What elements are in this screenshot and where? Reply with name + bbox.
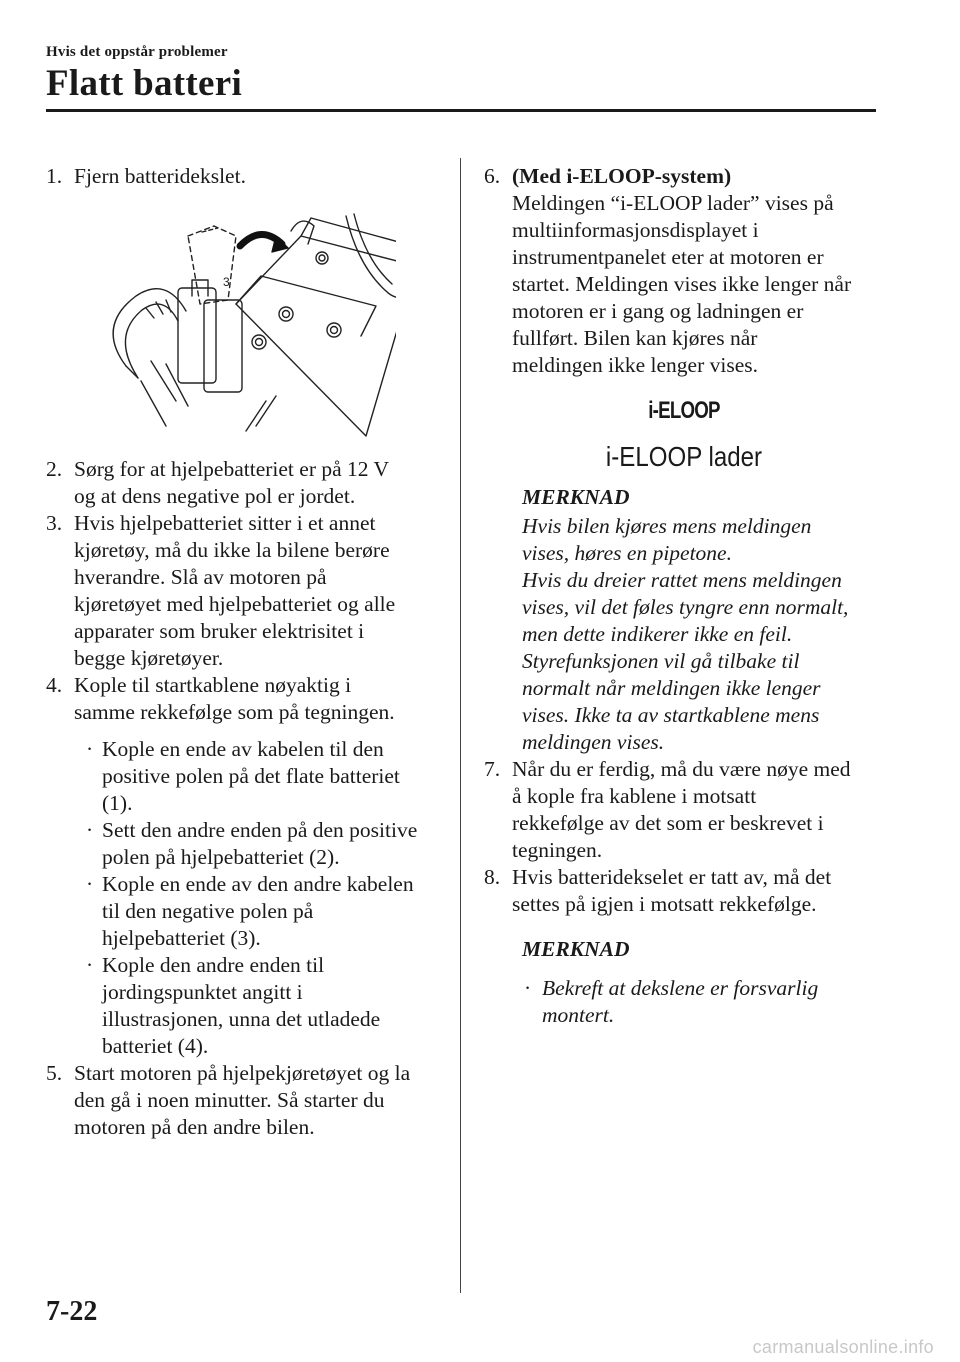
figure-label: 3 <box>223 275 230 289</box>
note-bullet-item: · Bekreft at dekslene er forsvarlig montert. <box>524 976 819 1027</box>
i-eloop-logo: i-ELOOP <box>648 397 720 424</box>
bullet-item: · Sett den andre enden på den positive polen på hjelpebatteriet (2). <box>86 818 418 869</box>
step-6-title: (Med i-ELOOP-system) <box>512 164 732 188</box>
note-title: MERKNAD <box>522 485 630 509</box>
watermark: carmanualsonline.info <box>752 1337 934 1357</box>
note-body: Hvis bilen kjøres mens meldingen vises, høres en pipetone. Hvis du dreier rattet mens meldingen vises, vil det føles tyngre enn normalt, men dette indikerer ikke en feil. Styrefunksjonen vil gå tilbake til normalt når meldingen ikke lenger vises. Ikke ta av startkablene mens meldingen vises. <box>522 514 849 754</box>
right-column <box>484 163 884 1029</box>
step-3: 3. Hvis hjelpebatteriet sitter i et annet kjøretøy, må du ikke la bilene berøre hverandre. Slå av motoren på kjøretøyet med hjelpebatteriet og alle apparater som bruker elektrisitet i begge kjøretøyer. <box>46 511 396 670</box>
header-rule <box>46 109 876 112</box>
bullet-item: · Kople en ende av den andre kabelen til den negative polen på hjelpebatteriet (3). <box>86 872 414 950</box>
battery-cover-illustration <box>96 196 396 439</box>
bullet-item: · Kople en ende av kabelen til den positive polen på det flate batteriet (1). <box>86 737 400 815</box>
step-4: 4. Kople til startkablene nøyaktig i samme rekkefølge som på tegningen. <box>46 673 395 724</box>
step-7: 7. Når du er ferdig, må du være nøye med å kople fra kablene i motsatt rekkefølge av det som er beskrevet i tegningen. <box>484 757 851 862</box>
column-divider <box>460 158 461 1293</box>
step-8: 8. Hvis batteridekselet er tatt av, må det settes på igjen i motsatt rekkefølge. <box>484 865 832 916</box>
note-title: MERKNAD <box>522 937 630 961</box>
step-1: 1. Fjern batteridekslet. <box>46 164 246 188</box>
step-6: 6. (Med i-ELOOP-system) Meldingen “i-ELOOP lader” vises på multiinformasjonsdisplayet i instrumentpanelet eter at motoren er startet. Meldingen vises ikke lenger når motoren er i gang og ladningen er fullført. Bilen kan kjøres når meldingen ikke lenger vises. <box>484 163 884 379</box>
bullet-item: · Kople den andre enden til jordingspunktet angitt i illustrasjonen, unna det utladede batteriet (4). <box>86 953 381 1058</box>
left-column <box>46 163 446 1141</box>
page-title: Flatt batteri <box>46 63 243 104</box>
step-5: 5. Start motoren på hjelpekjøretøyet og la den gå i noen minutter. Så starter du motoren på den andre bilen. <box>46 1061 411 1139</box>
page-number: 7-22 <box>46 1296 98 1327</box>
section-header: Hvis det oppstår problemer <box>46 44 228 60</box>
i-eloop-display-message: i-ELOOP lader <box>605 441 763 472</box>
step-2: 2. Sørg for at hjelpebatteriet er på 12 V og at dens negative pol er jordet. <box>46 457 390 508</box>
